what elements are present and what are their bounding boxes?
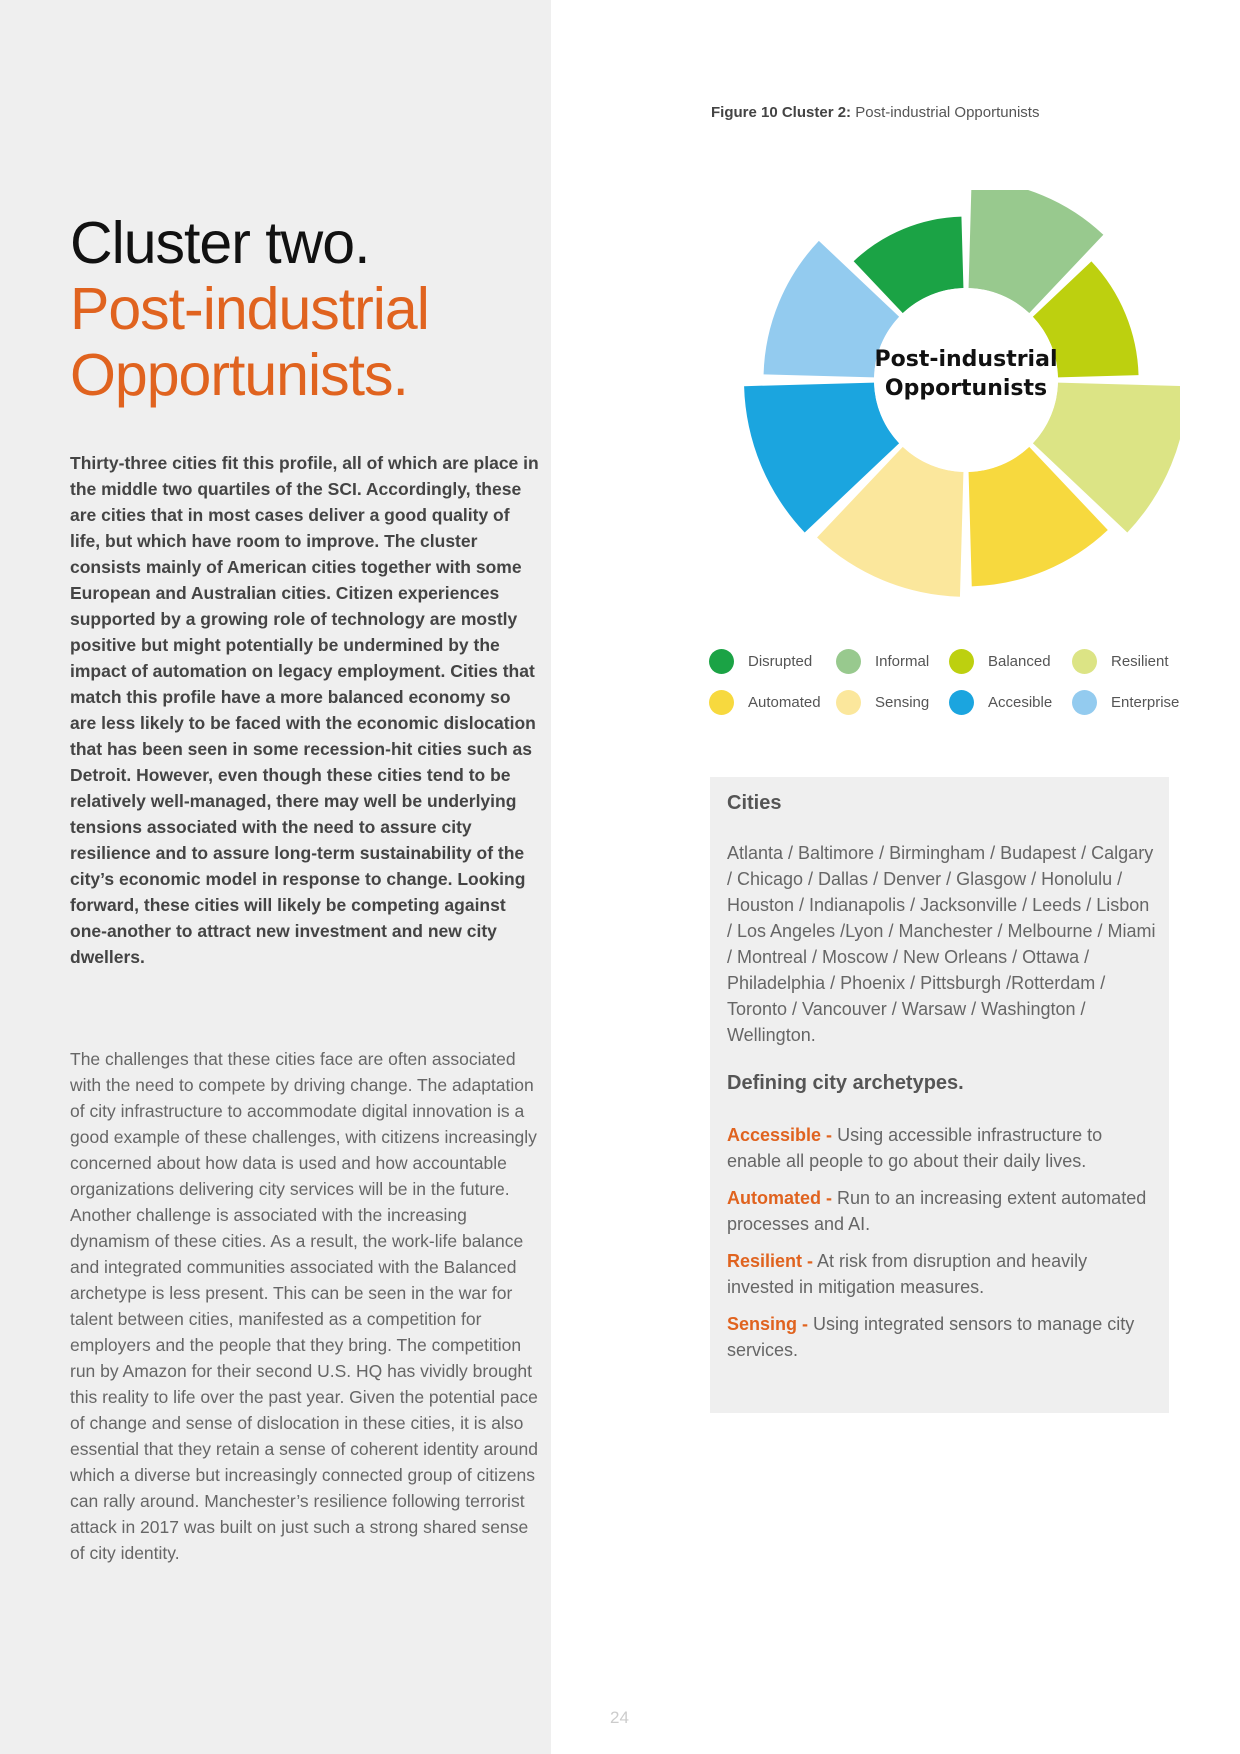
legend-item-accesible bbox=[949, 689, 1052, 715]
legend-label: Accesible bbox=[988, 693, 1053, 711]
legend-label: Sensing bbox=[875, 693, 930, 711]
cities-panel bbox=[710, 777, 1169, 1413]
archetype-text: Using accessible infrastructure to enable all people to go about their daily lives. bbox=[727, 1125, 1103, 1171]
legend-swatch bbox=[949, 649, 974, 674]
legend-item-resilient bbox=[1072, 648, 1169, 674]
intro-paragraph: Thirty-three cities fit this profile, all of which are place in the middle two quartiles of the SCI. Accordingly, these are cities that in most cases deliver a good quality of life, but which have room to improve. The cluster consists mainly of American cities together with some European and Australian cities. Citizen experiences supported by a growing role of technology are mostly positive but might potentially be undermined by the impact of automation on legacy employment. Cities that match this profile have a more balanced economy so are less likely to be faced with the economic dislocation that has been seen in some recession-hit cities such as Detroit. However, even though these cities tend to be relatively well-managed, there may well be underlying tensions associated with the need to assure city resilience and to assure long-term sustainability of the city’s economic model in response to change. Looking forward, these cities will likely be competing against one-another to attract new investment and new city dwellers. bbox=[70, 453, 539, 967]
legend-swatch bbox=[709, 690, 734, 715]
legend-item-sensing bbox=[836, 689, 929, 715]
figure-caption bbox=[711, 104, 1039, 121]
legend-swatch bbox=[709, 649, 734, 674]
legend-label: Disrupted bbox=[748, 652, 813, 670]
legend-item-informal bbox=[836, 648, 929, 674]
legend-label: Enterprise bbox=[1111, 693, 1180, 711]
archetype-definition bbox=[727, 1185, 1157, 1237]
archetype-text: At risk from disruption and heavily invested in mitigation measures. bbox=[727, 1251, 1088, 1297]
cities-heading: Cities bbox=[727, 792, 782, 814]
legend-swatch bbox=[836, 690, 861, 715]
archetype-term: Resilient - bbox=[727, 1251, 814, 1271]
title-line-1: Cluster two. bbox=[70, 210, 370, 276]
legend-item-enterprise bbox=[1072, 689, 1179, 715]
body-paragraph: The challenges that these cities face are often associated with the need to compete by driving change. The adaptation of city infrastructure to accommodate digital innovation is a good example of these challenges, with citizens increasingly concerned about how data is used and how accountable organizations delivering city services will be in the future. Another challenge is associated with the increasing dynamism of these cities. As a result, the work-life balance and integrated communities associated with the Balanced archetype is less present. This can be seen in the war for talent between cities, manifested as a competition for employers and the people that they bring. The competition run by Amazon for their second U.S. HQ has vividly brought this reality to life over the past year. Given the potential pace of change and sense of dislocation in these cities, it is also essential that they retain a sense of coherent identity around which a diverse but increasingly connected group of citizens can rally around. Manchester’s resilience following terrorist attack in 2017 was built on just such a strong shared sense of city identity. bbox=[70, 1049, 538, 1563]
archetype-term: Automated - bbox=[727, 1188, 832, 1208]
legend-label: Resilient bbox=[1111, 652, 1169, 670]
polar-area-chart bbox=[700, 190, 1180, 630]
figure-title: Post-industrial Opportunists bbox=[855, 104, 1040, 121]
cities-list: Atlanta / Baltimore / Birmingham / Budapest / Calgary / Chicago / Dallas / Denver / Glasgow / Honolulu / Houston / Indianapolis / Jacksonville / Leeds / Lisbon / Los Angeles /Lyon / Manchester / Melbourne / Miami / Montreal / Moscow / New Orleans / Ottawa / Philadelphia / Phoenix / Pittsburgh /Rotterdam / Toronto / Vancouver / Warsaw / Washington / Wellington. bbox=[727, 843, 1156, 1045]
legend-label: Balanced bbox=[988, 652, 1051, 670]
legend-swatch bbox=[949, 690, 974, 715]
archetype-definition bbox=[727, 1248, 1157, 1300]
archetypes-heading: Defining city archetypes. bbox=[727, 1072, 964, 1094]
figure-label: Figure 10 Cluster 2: bbox=[711, 104, 852, 121]
title-line-2: Post-industrial bbox=[70, 276, 429, 342]
legend-label: Informal bbox=[875, 652, 930, 670]
legend-item-automated bbox=[709, 689, 821, 715]
legend-swatch bbox=[1072, 649, 1097, 674]
page-number: 24 bbox=[610, 1708, 629, 1727]
legend-swatch bbox=[836, 649, 861, 674]
archetype-text: Run to an increasing extent automated processes and AI. bbox=[727, 1188, 1147, 1234]
chart-center-label-line2: Opportunists bbox=[884, 376, 1048, 401]
title-line-3: Opportunists. bbox=[70, 342, 408, 408]
legend-label: Automated bbox=[748, 693, 821, 711]
page-title bbox=[70, 210, 540, 408]
archetype-term: Accessible - bbox=[727, 1125, 833, 1145]
archetype-term: Sensing - bbox=[727, 1314, 809, 1334]
legend-item-disrupted bbox=[709, 648, 812, 674]
archetype-definition bbox=[727, 1311, 1157, 1363]
archetype-text: Using integrated sensors to manage city services. bbox=[727, 1314, 1135, 1360]
legend-swatch bbox=[1072, 690, 1097, 715]
legend-item-balanced bbox=[949, 648, 1051, 674]
chart-legend bbox=[709, 648, 1179, 738]
left-panel bbox=[0, 0, 551, 1754]
archetype-definition bbox=[727, 1122, 1157, 1174]
chart-center-label-line1: Post-industrial bbox=[874, 347, 1058, 372]
